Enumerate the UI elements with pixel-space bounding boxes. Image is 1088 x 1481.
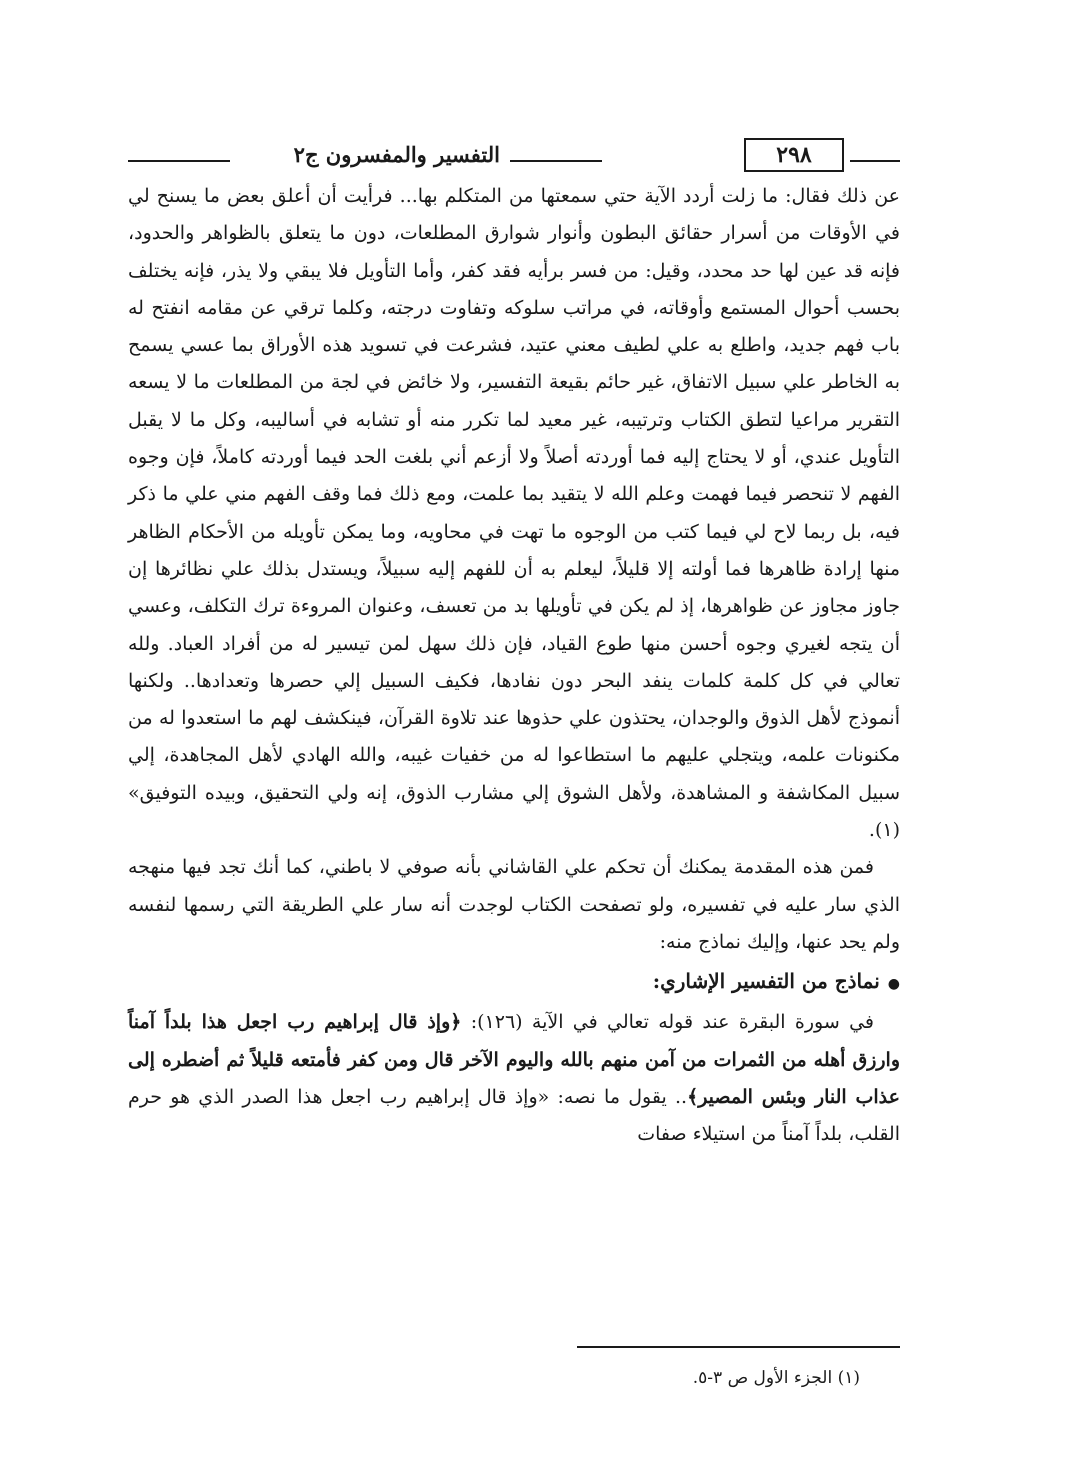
header-rule-left bbox=[128, 160, 230, 162]
bullet-icon: ● bbox=[887, 976, 900, 993]
section-heading bbox=[128, 961, 900, 1004]
paragraph-example bbox=[128, 1004, 900, 1153]
quran-verse: ﴿وإذ قال إبراهيم رب اجعل هذا بلداً آمناً وارزق أهله من الثمرات من آمن منهم بالله واليوم الآخر قال ومن كفر فأمتعه قليلاً ثم أضطره إلى عذاب النار وبئس المصير﴾ bbox=[128, 1011, 900, 1108]
header-rule-right bbox=[850, 160, 900, 162]
header-rule-middle bbox=[510, 160, 602, 162]
page-header bbox=[128, 138, 900, 178]
section-heading-text: نماذج من التفسير الإشاري: bbox=[652, 969, 880, 994]
example-intro: في سورة البقرة عند قوله تعالي في الآية (١٢٦): bbox=[461, 1011, 874, 1034]
running-title: التفسير والمفسرون ج٢ bbox=[293, 142, 500, 167]
footnote: (١) الجزء الأول ص ٣-٥. bbox=[692, 1368, 860, 1388]
example-after: .. يقول ما نصه: «وإذ قال إبراهيم رب اجعل هذا الصدر الذي هو حرم القلب، بلداً آمناً من استيلاء صفات bbox=[128, 1085, 900, 1146]
footnote-rule bbox=[577, 1346, 900, 1348]
body-text bbox=[128, 178, 900, 1153]
paragraph-quote: عن ذلك فقال: ما زلت أردد الآية حتي سمعتها من المتكلم بها... فرأيت أن أعلق بعض ما يسنح لي في الأوقات من أسرار حقائق البطون وأنوار شوارق المطلعات، دون ما يتعلق بالظواهر والحدود، فإنه قد عين لها حد محدد، وقيل: من فسر برأيه فقد كفر، وأما التأويل فلا يبقي ولا يذر، فإنه يختلف بحسب أحوال المستمع وأوقاته، في مراتب سلوكه وتفاوت درجته، وكلما ترقي عن مقامه انفتح له باب فهم جديد، واطلع به علي لطيف معني عتيد، فشرعت في تسويد هذه الأوراق بما عسي يسمح به الخاطر علي سبيل الاتفاق، غير حائم بقيعة التفسير، ولا خائض في لجة من المطلعات ما لا يسعه التقرير مراعيا لتطق الكتاب وترتيبه، غير معيد لما تكرر منه أو تشابه في أساليبه، وكل ما لا يقبل التأويل عندي، أو لا يحتاج إليه فما أوردته أصلاً ولا أزعم أني بلغت الحد فيما أوردته كاملاً، فإن وجوه الفهم لا تنحصر فيما فهمت وعلم الله لا يتقيد بما علمت، ومع ذلك فما وقف الفهم مني علي ما ذكر فيه، بل ربما لاح لي فيما كتب من الوجوه ما تهت في محاويه، وما يمكن تأويله من الأحكام الظاهر منها إرادة ظاهرها فما أولته إلا قليلاً، ليعلم به أن للفهم إليه سبيلاً، ويستدل بذلك علي نظائرها إن جاوز مجاوز عن ظواهرها، إذ لم يكن في تأويلها بد من تعسف، وعنوان المروءة ترك التكلف، وعسي أن يتجه لغيري وجوه أحسن منها طوع القياد، فإن ذلك سهل لمن تيسير له من أفراد العباد. ولله تعالي في كل كلمة كلمات ينفد البحر دون نفادها، فكيف السبيل إلي حصرها وتعدادها.. ولكنها أنموذج لأهل الذوق والوجدان، يحتذون علي حذوها عند تلاوة القرآن، فينكشف لهم ما استعدوا له من مكنونات علمه، ويتجلي عليهم ما استطاعوا له من خفيات غيبه، والله الهادي لأهل المجاهدة، إلي سبيل المكاشفة و المشاهدة، ولأهل الشوق إلي مشارب الذوق، إنه ولي التحقيق، وبيده التوفيق» (١). bbox=[128, 185, 900, 842]
page-number: ٢٩٨ bbox=[744, 138, 844, 172]
paragraph-commentary: فمن هذه المقدمة يمكنك أن تحكم علي القاشاني بأنه صوفي لا باطني، كما أنك تجد فيها منهجه الذي سار عليه في تفسيره، ولو تصفحت الكتاب لوجدت أنه سار علي الطريقة التي رسمها لنفسه ولم يحد عنها، وإليك نماذج منه: bbox=[128, 856, 900, 953]
